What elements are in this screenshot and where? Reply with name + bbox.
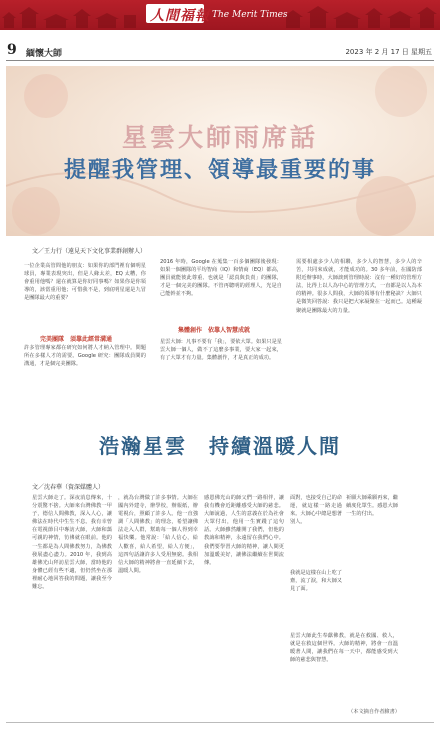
article1-column-1-continued: 許多管理專家都在研究如何將人才納入管理中。問題所在多樣人才的需要。Google 研究：團隊成員間的溝通，才是個完美團隊。: [24, 345, 146, 368]
article1-column-1: 一位企業高管問他的朋友：如果你的部門裡有個明星球員，專業表現突出，但是人緣太差，EQ 太糟，你會重用他嗎？還在就算是你好同事嗎？如果你是你領導的，該當重用他；可惜我不是，到底明星還是九冒是團隊最大的重要？: [24, 263, 146, 302]
footer-divider: [6, 722, 434, 723]
article2-column-2: ，就為台灣做了許多事情。大師在國內外建寺，辦學校，辦報紙，辦電視台，照顧了許多人。他一直強調「人間佛教」的理念，希望讓佛法走入人群，幫助每一個人得到幸福快樂。他常說：「給人信心，給人歡喜，給人希望，給人方便」，這四句話讓許多人受用無窮。我相信大師的精神將會一直延續下去，溫暖人間。: [118, 495, 198, 574]
header-divider: [6, 60, 434, 61]
page-number: 9: [7, 42, 17, 58]
newspaper-logo: 人間福報: [150, 8, 210, 24]
article1-column-2-continued: 星雲大師：凡事不要有「我」，要依大眾。如果只是星雲大師一個人，做不了這麼多事業，要大家一起來，有了大眾才有力量。集體創作，才是真正的成功。: [160, 339, 282, 362]
article1-byline: 文／王力行（遠見天下文化事業群創辦人）: [32, 248, 147, 255]
temple-skyline-left-icon: [0, 4, 140, 28]
article2-column-5: 祈願大師乘願再來，繼續度化眾生。感恩大師一生的付出。: [346, 495, 398, 518]
section-name: 緬懷大師: [26, 49, 63, 59]
newspaper-english-name: The Merit Times: [212, 10, 288, 20]
article2-byline: 文／沈春華（資深媒體人）: [32, 484, 105, 491]
article1-column-2: 2016 年時，Google 在蒐集一百多個團隊後發現：如果一個團隊的平均智商（IQ）和情商（EQ）都高，團員就能彼此尊重、也就是「認真與負責」的團隊，才是一個完美的團隊。不管再聰明的經理人，光是自己能幹並不夠。: [160, 259, 282, 298]
issue-date: 2023 年 2 月 17 日 星期五: [345, 48, 432, 56]
article2-column-1: 星雲大師走了。深夜消息傳來，十分震驚不捨。大師來台灣佛教一甲子，德信人間佛教，深入人心，讓佛法在時代中生生不息。我有幸曾在電視節目中專訪大師，大師和藹可親的神情，彷彿就在眼前。他的一生都是為人間佛教努力，為佛教發展盡心盡力。2010 年，我到高雄佛光山拜訪星雲大師，當時他的身體已經有些不適，但仍然坐在那裡耐心地回答我的問題，讓我至今難忘。: [32, 495, 112, 591]
temple-skyline-right-icon: [280, 4, 440, 28]
headline-banner: [6, 66, 434, 236]
article2-source-note: （本文摘自作者臉書）: [348, 709, 400, 715]
article2-column-4: 面對，也接受自己的命運，就這樣一路走過來。大師心中總是想著別人。: [290, 495, 342, 526]
article2-column-3: 感恩佛光山的師父們一路相伴，讓我有機會近距離感受大師的慈悲。大師說過，人生的意義在於為社會大眾付出，他用一生實踐了這句話。大師雖然離開了我們，但他的教誨和精神，永遠留在我們心中。我們要學習大師的精神，讓人間更加溫暖美好，讓佛法繼續在世間流傳。: [204, 495, 284, 566]
article2-column-6: 星雲大師此生奉獻佛教，就是在救國、救人，就是在救這個世界。大師的精神，將會一直溫暖著人間，讓我們在每一天中，都能感受到大師的慈悲與智慧。: [290, 633, 398, 664]
headline-line-2: 提醒我管理、領導最重要的事: [63, 157, 376, 183]
article2-column-4-continued: 我就是這樣在山上吃了齋，流了淚，和大師又見了面。: [290, 570, 342, 593]
article2-headline: 浩瀚星雲 持續溫暖人間: [99, 434, 341, 458]
article1-subhead-1: 完美團隊 須靠此經常溝通: [40, 336, 113, 343]
masthead-banner: [0, 0, 440, 30]
article1-subhead-2: 集體創作 依靠人智慧成就: [178, 327, 251, 334]
headline-line-1: 星雲大師雨席話: [121, 123, 318, 152]
article1-column-3: 需要相處多少人的相聯，多少人的智慧，多少人的辛苦，共同來成就，才能成功的。30 多年前，在國防部附近辦事時，大師談到管理時說：沒有一種好的管理方法，比得上以人為中心的管理方式，一直都是以人為本的精神。很多人問我，大師的領導有什麼秘訣？大師只是微笑回答說：我只是把大家凝聚在一起而已。這種凝聚就是團隊最大的力量。: [296, 259, 422, 314]
